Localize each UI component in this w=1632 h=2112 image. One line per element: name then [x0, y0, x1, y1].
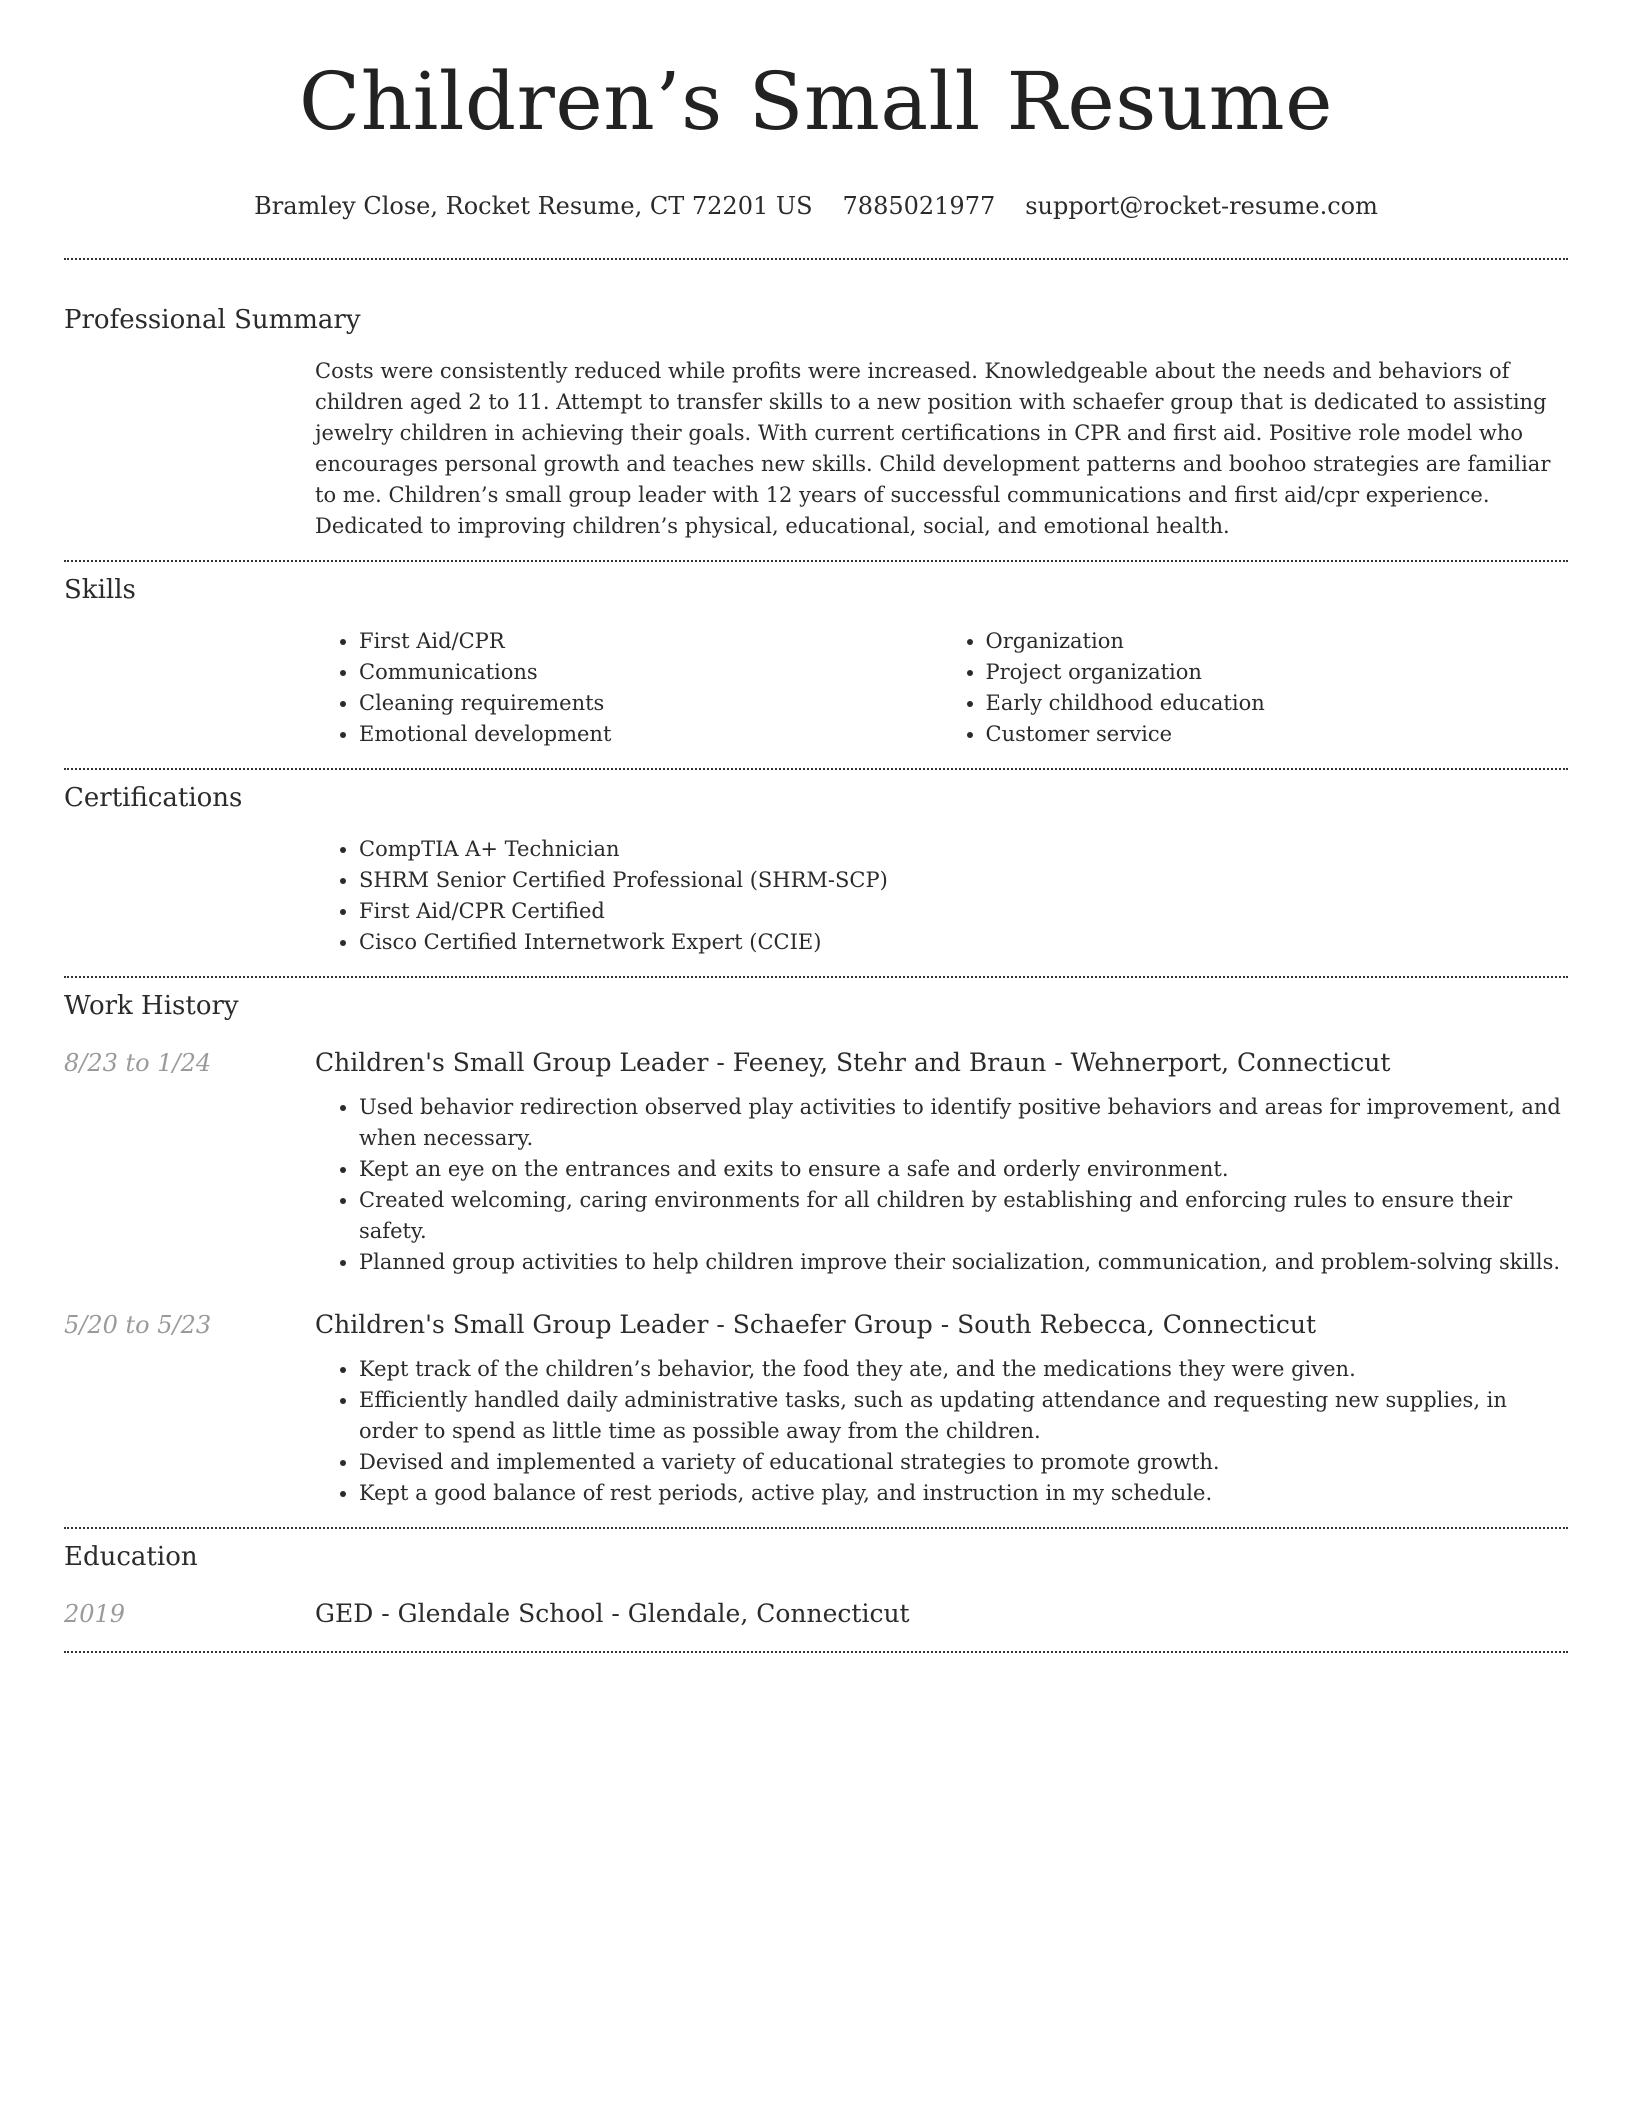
skill-item: • Communications — [359, 657, 942, 688]
skill-item: • Customer service — [986, 719, 1569, 750]
skill-item: • Organization — [986, 626, 1569, 657]
skill-item: • Project organization — [986, 657, 1569, 688]
summary-content — [315, 356, 1568, 542]
contact-address: Bramley Close, Rocket Resume, CT 72201 US — [254, 192, 813, 220]
skill-item: • Cleaning requirements — [359, 688, 942, 719]
resume-name: Children’s Small Resume — [299, 55, 1333, 148]
job-bullet: • Kept a good balance of rest periods, active play, and instruction in my schedule. — [359, 1478, 1568, 1509]
skills-heading: Skills — [64, 575, 136, 605]
skills-list — [315, 626, 1568, 750]
section-divider — [64, 976, 1568, 978]
summary-heading: Professional Summary — [64, 305, 361, 335]
section-divider — [64, 1651, 1568, 1653]
education-entry — [64, 1597, 1568, 1631]
education-year: 2019 — [64, 1600, 126, 1628]
job-bullet: • Planned group activities to help children improve their socialization, communication, and problem-solving skills. — [359, 1247, 1568, 1278]
job-entry — [64, 1308, 1568, 1342]
job-bullets — [315, 1092, 1568, 1278]
certification-item: • First Aid/CPR Certified — [359, 896, 1568, 927]
job-bullet: • Kept track of the children’s behavior, the food they ate, and the medications they were given. — [359, 1354, 1568, 1385]
certifications-heading: Certifications — [64, 783, 243, 813]
section-divider — [64, 258, 1568, 260]
section-divider — [64, 768, 1568, 770]
certification-item: • Cisco Certified Internetwork Expert (CCIE) — [359, 927, 1568, 958]
skill-item: • Early childhood education — [986, 688, 1569, 719]
summary-text: Costs were consistently reduced while profits were increased. Knowledgeable about the needs and behaviors of children aged 2 to 11. Attempt to transfer skills to a new position with schaefer group that is dedicated to assisting jewelry children in achieving their goals. With current certifications in CPR and first aid. Positive role model who encourages personal growth and teaches new skills. Child development patterns and boohoo strategies are familiar to me. Children’s small group leader with 12 years of successful communications and first aid/cpr experience. Dedicated to improving children’s physical, educational, social, and emotional health. — [315, 359, 1551, 538]
job-details — [315, 1354, 1568, 1509]
certification-item: • SHRM Senior Certified Professional (SHRM-SCP) — [359, 865, 1568, 896]
job-title: Children's Small Group Leader - Feeney, Stehr and Braun - Wehnerport, Connecticut — [315, 1048, 1391, 1077]
job-bullets — [315, 1354, 1568, 1509]
certifications-list — [315, 834, 1568, 958]
job-title: Children's Small Group Leader - Schaefer Group - South Rebecca, Connecticut — [315, 1310, 1317, 1339]
contact-email: support@rocket-resume.com — [1025, 192, 1378, 220]
certifications-content — [315, 834, 1568, 958]
job-bullet: • Used behavior redirection observed play activities to identify positive behaviors and areas for improvement, and when necessary. — [359, 1092, 1568, 1154]
certification-item: • CompTIA A+ Technician — [359, 834, 1568, 865]
contact-phone: 7885021977 — [842, 192, 996, 220]
education-heading: Education — [64, 1542, 198, 1572]
job-dates: 8/23 to 1/24 — [64, 1049, 212, 1077]
work-history-heading: Work History — [64, 991, 239, 1021]
section-divider — [64, 1527, 1568, 1529]
job-bullet: • Devised and implemented a variety of educational strategies to promote growth. — [359, 1447, 1568, 1478]
education-title: GED - Glendale School - Glendale, Connecticut — [315, 1599, 910, 1628]
skills-column-left — [315, 626, 942, 750]
job-dates: 5/20 to 5/23 — [64, 1311, 212, 1339]
section-divider — [64, 560, 1568, 562]
job-entry — [64, 1046, 1568, 1080]
job-bullet: • Efficiently handled daily administrative tasks, such as updating attendance and requesting new supplies, in order to spend as little time as possible away from the children. — [359, 1385, 1568, 1447]
skill-item: • Emotional development — [359, 719, 942, 750]
job-bullet: • Kept an eye on the entrances and exits to ensure a safe and orderly environment. — [359, 1154, 1568, 1185]
skill-item: • First Aid/CPR — [359, 626, 942, 657]
job-details — [315, 1092, 1568, 1278]
job-bullet: • Created welcoming, caring environments for all children by establishing and enforcing rules to ensure their safety. — [359, 1185, 1568, 1247]
skills-column-right — [942, 626, 1569, 750]
contact-line — [64, 190, 1568, 222]
